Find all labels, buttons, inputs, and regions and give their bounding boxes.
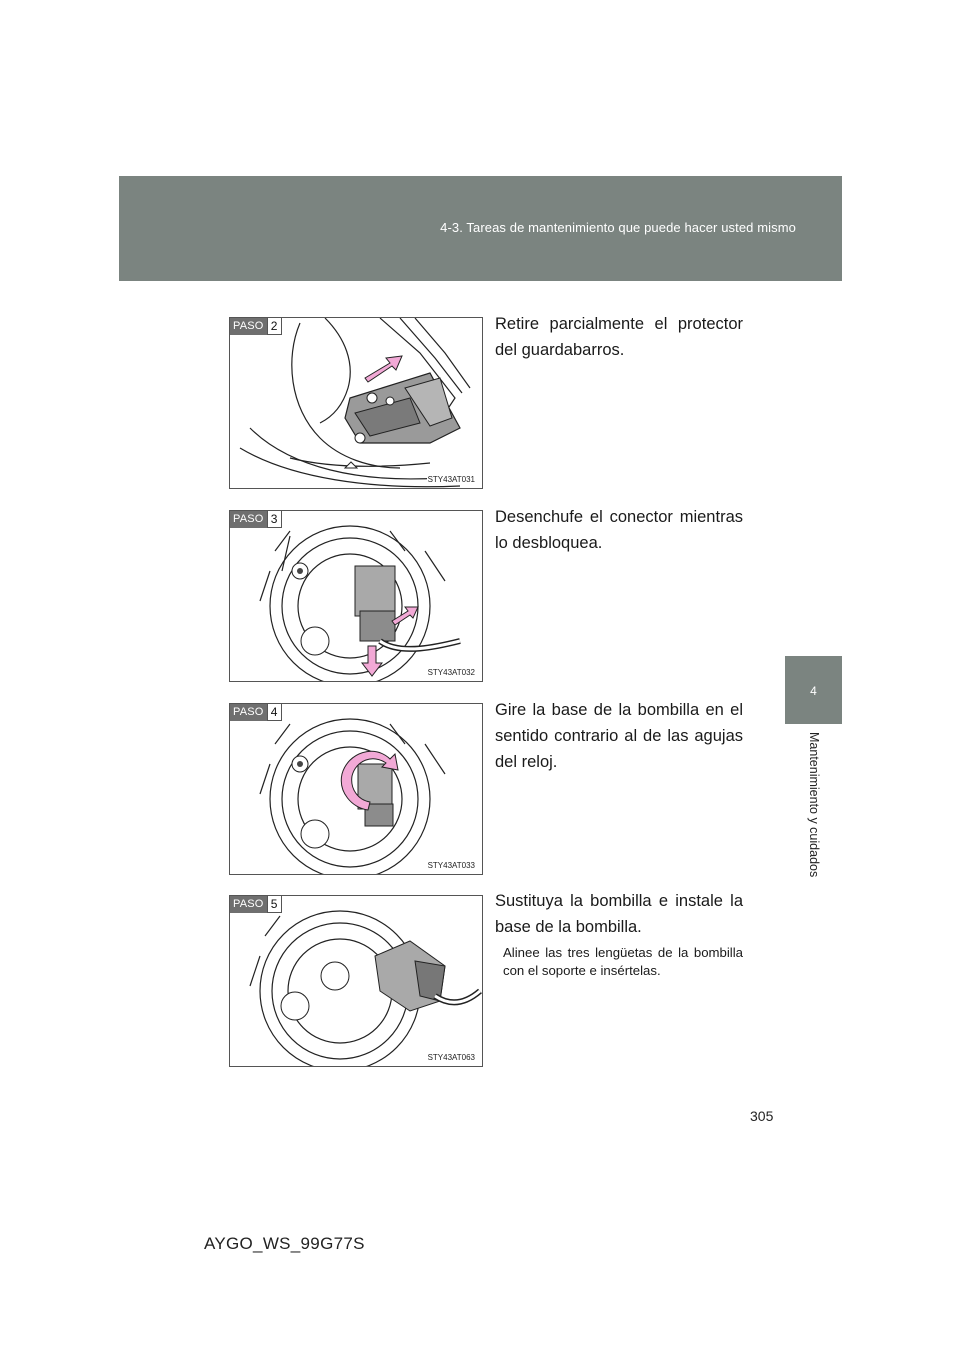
figure-code: STY43AT031 xyxy=(427,475,475,484)
step-number: 4 xyxy=(267,704,282,721)
chapter-label xyxy=(805,732,823,902)
step-badge xyxy=(230,511,282,528)
figure-step-3 xyxy=(229,510,483,682)
step-number: 2 xyxy=(267,318,282,335)
figure-code: STY43AT032 xyxy=(427,668,475,677)
step-badge xyxy=(230,704,282,721)
step-word: PASO xyxy=(230,896,267,913)
step-word: PASO xyxy=(230,318,267,335)
figure-step-2 xyxy=(229,317,483,489)
section-title: 4-3. Tareas de mantenimiento que puede hacer usted mismo xyxy=(440,220,796,235)
chapter-label-text: Mantenimiento y cuidados xyxy=(807,732,821,878)
step-5-instruction: Sustituya la bombilla e instale la base de la bombilla. xyxy=(495,892,743,936)
figure-step-5 xyxy=(229,895,483,1067)
document-code: AYGO_WS_99G77S xyxy=(204,1234,365,1253)
chapter-tab xyxy=(785,656,842,724)
step-badge xyxy=(230,318,282,335)
figure-code: STY43AT033 xyxy=(427,861,475,870)
step-2-instruction: Retire parcialmente el protector del guardabarros. xyxy=(495,315,743,359)
fender-protector-illustration xyxy=(230,318,483,489)
chapter-number: 4 xyxy=(810,684,817,698)
page-number: 305 xyxy=(750,1108,774,1124)
step-word: PASO xyxy=(230,704,267,721)
bulb-base-rotation-illustration xyxy=(230,704,483,875)
step-word: PASO xyxy=(230,511,267,528)
step-badge xyxy=(230,896,282,913)
figure-step-4 xyxy=(229,703,483,875)
step-3-instruction: Desenchufe el conector mientras lo desbloquea. xyxy=(495,508,743,552)
connector-illustration xyxy=(230,511,483,682)
bulb-replacement-illustration xyxy=(230,896,483,1067)
step-number: 5 xyxy=(267,896,282,913)
step-number: 3 xyxy=(267,511,282,528)
figure-code: STY43AT063 xyxy=(427,1053,475,1062)
step-4-instruction: Gire la base de la bombilla en el sentido contrario al de las agujas del reloj. xyxy=(495,701,743,771)
step-5-note: Alinee las tres lengüetas de la bombilla con el soporte e insértelas. xyxy=(503,945,743,978)
header-band xyxy=(119,176,842,281)
